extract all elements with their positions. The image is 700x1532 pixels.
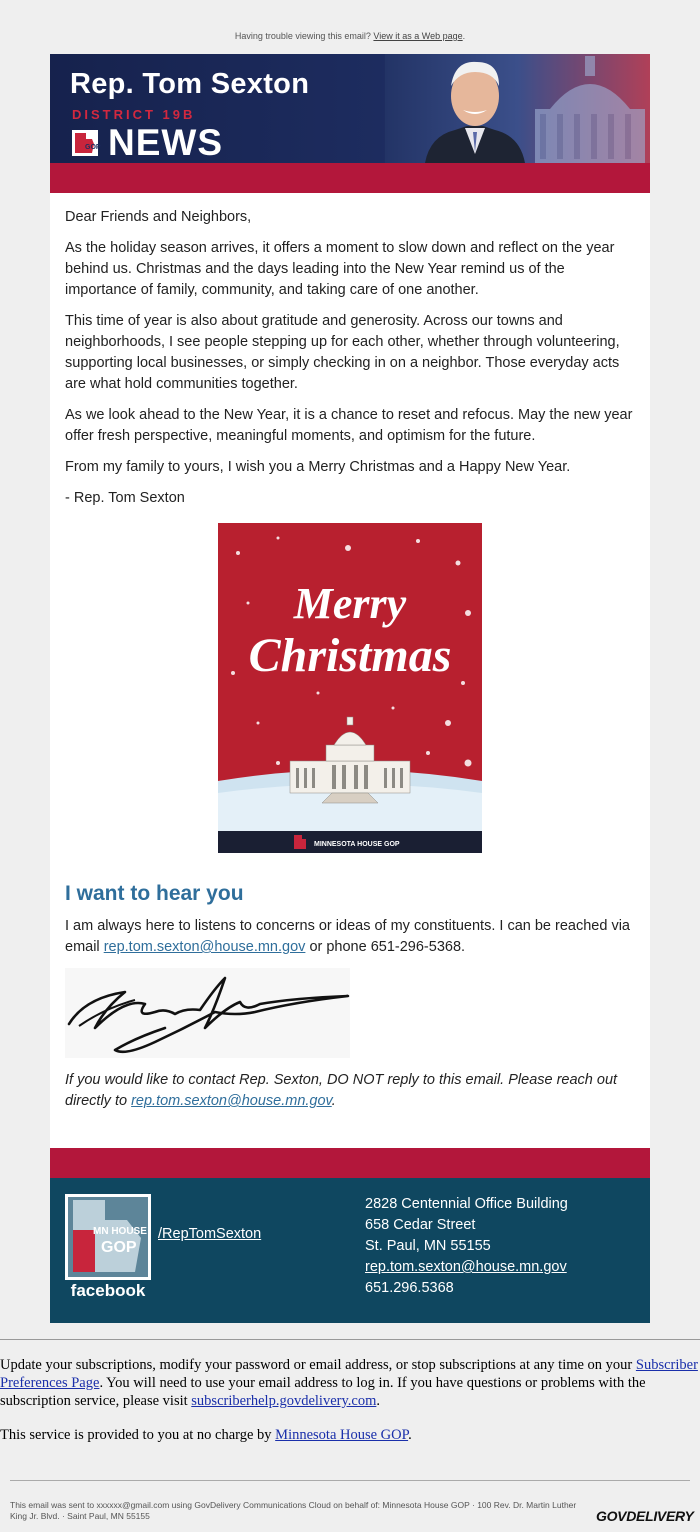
banner-rep-name: Rep. Tom Sexton <box>70 68 310 100</box>
web-view-tail: . <box>462 31 466 41</box>
subs-text-2: . You will need to use your email address to log in. If you have questions or problems with the subscription service, please visit <box>0 1375 646 1409</box>
subs-text-3: . <box>376 1393 380 1409</box>
house-gop-logo-icon <box>72 130 101 156</box>
divider <box>0 1339 700 1340</box>
office-address <box>365 1194 568 1299</box>
subscription-info <box>0 1356 700 1460</box>
header-red-bar <box>50 163 650 193</box>
contact-note-email-link[interactable]: rep.tom.sexton@house.mn.gov <box>131 1093 332 1109</box>
provider-link[interactable]: Minnesota House GOP <box>275 1427 409 1443</box>
facebook-label: facebook <box>70 1281 146 1300</box>
paragraph-2: This time of year is also about gratitude and generosity. Across our towns and neighborhoods, I see people stepping up for each other, whether through volunteering, supporting local businesses, or simply checking in on a neighbor. Those everyday acts are what hold communities together. <box>65 313 620 392</box>
fine-print: This email was sent to xxxxxx@gmail.com using GovDelivery Communications Cloud on behalf of: Minnesota House GOP · 100 Rev. Dr. Martin Luther King Jr. Blvd. · Saint Paul, MN 55155 <box>10 1500 577 1521</box>
header-banner <box>50 54 650 163</box>
paragraph-3: As we look ahead to the New Year, it is a chance to reset and refocus. May the new year offer fresh perspective, meaningful moments, and optimism for the future. <box>65 407 633 444</box>
subs-text-1: Update your subscriptions, modify your password or email address, or stop subscriptions at any time on your <box>0 1357 633 1373</box>
address-line-2: 658 Cedar Street <box>365 1217 476 1233</box>
footer-red-bar <box>50 1148 650 1178</box>
signoff: - Rep. Tom Sexton <box>65 490 185 506</box>
subs-text-5: . <box>408 1427 412 1443</box>
contact-text-1: I am always here to listens to concerns or ideas of my constituents. I can be reached via email <box>65 918 630 955</box>
divider-2 <box>10 1480 690 1481</box>
banner-district: DISTRICT 19B <box>72 107 196 122</box>
contact-text <box>65 916 635 958</box>
signature-image <box>65 968 350 1058</box>
subscriber-preferences-link[interactable]: Subscriber Preferences Page <box>0 1357 698 1391</box>
letter-content <box>50 193 650 1148</box>
web-view-text: Having trouble viewing this email? <box>234 31 371 41</box>
govdelivery-logo[interactable]: GOVDELIVERY <box>596 1508 694 1524</box>
badge-mnhouse-text: MN HOUSE <box>93 1226 147 1237</box>
facebook-page-link[interactable]: /RepTomSexton <box>158 1226 262 1242</box>
banner-news: NEWS <box>108 122 223 163</box>
contact-email-link[interactable]: rep.tom.sexton@house.mn.gov <box>103 939 306 955</box>
contact-note-text: If you would like to contact Rep. Sexton, DO NOT reply to this email. Please reach out directly to <box>65 1072 618 1109</box>
paragraph-1: As the holiday season arrives, it offers a moment to slow down and reflect on the year behind us. Christmas and the days leading into the New Year remind us of the importance of family, community, and taking care of one another. <box>65 240 615 298</box>
address-line-1: 2828 Centennial Office Building <box>365 1196 568 1212</box>
footer-email-link[interactable]: rep.tom.sexton@house.mn.gov <box>365 1259 567 1275</box>
logo-text: GOP <box>85 144 101 151</box>
rep-photo-capitol-image <box>385 54 650 163</box>
card-footer-text: MINNESOTA HOUSE GOP <box>314 841 400 848</box>
card-merry-text: Merry <box>293 579 407 628</box>
address-line-3: St. Paul, MN 55155 <box>365 1238 491 1254</box>
contact-note-tail: . <box>331 1093 336 1109</box>
contact-note <box>65 1070 635 1112</box>
subs-text-4: This service is provided to you at no charge by <box>0 1427 272 1443</box>
contact-text-2: or phone 651-296-5368. <box>309 939 466 955</box>
merry-christmas-card-image <box>218 523 482 853</box>
paragraph-4: From my family to yours, I wish you a Merry Christmas and a Happy New Year. <box>65 459 571 475</box>
footer-phone: 651.296.5368 <box>365 1280 454 1296</box>
facebook-badge-icon[interactable] <box>65 1194 151 1302</box>
web-view-note <box>0 31 700 41</box>
email-body <box>50 54 650 1323</box>
greeting: Dear Friends and Neighbors, <box>65 209 252 225</box>
subscriber-help-link[interactable]: subscriberhelp.govdelivery.com <box>191 1393 377 1409</box>
contact-footer <box>50 1178 650 1323</box>
contact-heading: I want to hear you <box>65 882 244 905</box>
badge-gop-text: GOP <box>101 1239 137 1256</box>
web-view-link[interactable]: View it as a Web page <box>373 31 463 41</box>
card-christmas-text: Christmas <box>248 629 452 682</box>
